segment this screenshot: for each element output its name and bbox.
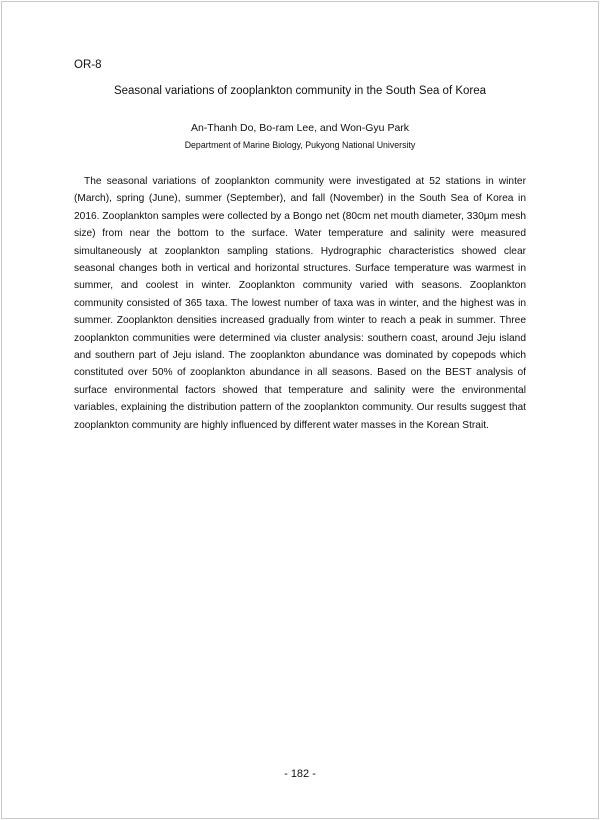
page-number: - 182 - — [284, 768, 316, 780]
abstract-body: The seasonal variations of zooplankton community were investigated at 52 stations in winter (March), spring (June), summer (September), and fall (November) in the South Sea of Korea in 2016. Zooplankton samples were collected by a Bongo net (80cm net mouth diameter, 330μm mesh size) from near the bottom to the surface. Water temperature and salinity were measured simultaneously at zooplankton sampling stations. Hydrographic characteristics showed clear seasonal changes both in vertical and horizontal structures. Surface temperature was warmest in summer, and coolest in winter. Zooplankton community varied with seasons. Zooplankton community consisted of 365 taxa. The lowest number of taxa was in winter, and the highest was in summer. Zooplankton densities increased gradually from winter to reach a peak in summer. Three zooplankton communities were determined via cluster analysis: southern coast, around Jeju island and southern part of Jeju island. The zooplankton abundance was dominated by copepods which constituted over 50% of zooplankton abundance in all seasons. Based on the BEST analysis of surface environmental factors showed that temperature and salinity were the environmental variables, explaining the distribution pattern of the zooplankton community. Our results suggest that zooplankton community are highly influenced by different water masses in the Korean Strait. — [74, 176, 526, 431]
author-affiliation: Department of Marine Biology, Pukyong National University — [184, 140, 416, 150]
paper-title: Seasonal variations of zooplankton community in the South Sea of Korea — [113, 85, 487, 97]
author-list: An-Thanh Do, Bo-ram Lee, and Won-Gyu Park — [190, 122, 410, 134]
session-code: OR-8 — [74, 59, 102, 71]
